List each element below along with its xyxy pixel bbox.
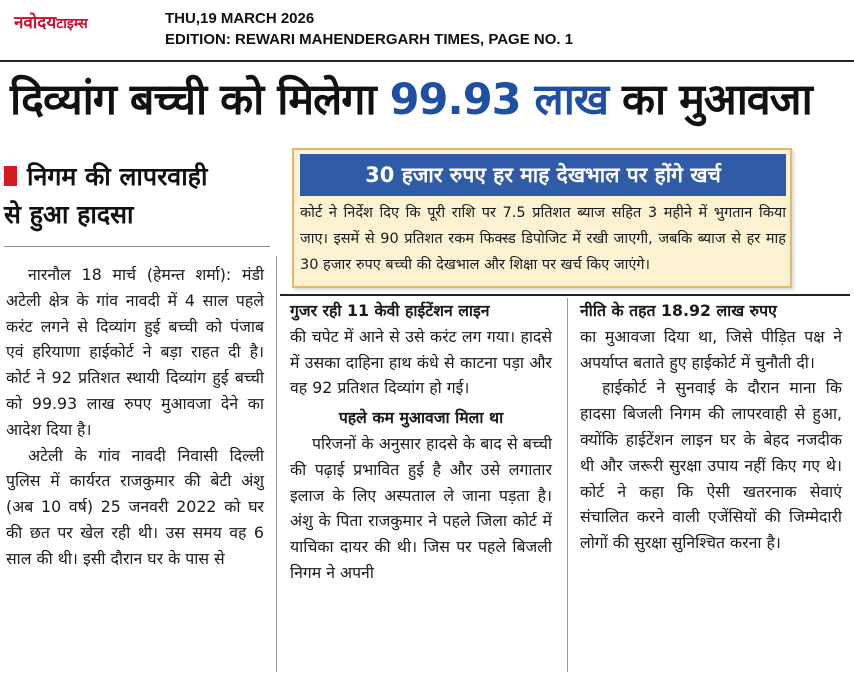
column2-lead: गुजर रही 11 केवी हाईटेंशन लाइन (290, 301, 490, 320)
column3-paragraph1: का मुआवजा दिया था, जिसे पीड़ित पक्ष ने अपर्याप्त बताते हुए हाईकोर्ट में चुनौती दी। (580, 326, 842, 372)
issue-date: THU,19 MARCH 2026 (165, 10, 315, 27)
column2-paragraph2: परिजनों के अनुसार हादसे के बाद से बच्ची की पढ़ाई प्रभावित हुई है और उसे लगातार इलाज के लिए अस्पताल ले जाना पड़ता है। अंशु के पिता राजकुमार ने पहले जिला कोर्ट में याचिका दायर की थी। जिस पर पहले बिजली निगम ने अपनी (290, 433, 552, 582)
logo-sub: टाइम्स (56, 16, 88, 32)
newspaper-logo (14, 10, 88, 33)
column-divider-2 (567, 298, 568, 672)
subhead-line1: निगम की लापरवाही (27, 162, 208, 191)
headline-amount: 99.93 लाख (389, 75, 609, 125)
article-column-1 (6, 262, 264, 572)
headline-part2: का मुआवजा (608, 75, 812, 125)
header-divider (0, 60, 854, 62)
headline-part1: दिव्यांग बच्ची को मिलेगा (10, 75, 390, 125)
subhead-divider (4, 246, 270, 247)
highlight-box-text: कोर्ट ने निर्देश दिए कि पूरी राशि पर 7.5 प्रतिशत ब्याज सहित 3 महीने में भुगतान किया जाए। इसमें से 90 प्रतिशत रकम फिक्स्ड डिपोजिट में रखी जाएगी, जबकि ब्याज से हर माह 30 हजार रुपए बच्ची की देखभाल और शिक्षा पर खर्च किए जाएंगे। (300, 205, 786, 273)
edition-info (165, 8, 573, 50)
column1-paragraph2: अटेली के गांव नावदी निवासी दिल्ली पुलिस में कार्यरत राजकुमार की बेटी अंशु (अब 10 वर्ष) 25 जनवरी 2022 को घर की छत पर खेल रही थी। उस समय वह 6 साल की थी। इसी दौरान घर के पास से (6, 445, 264, 568)
highlight-box-title: 30 हजार रुपए हर माह देखभाल पर होंगे खर्च (300, 154, 786, 196)
box-divider (280, 294, 850, 296)
red-square-bullet-icon (4, 166, 17, 186)
column-divider-1 (276, 256, 277, 672)
column2-section-title: पहले कम मुआवजा मिला था (338, 408, 504, 428)
edition-label: EDITION: REWARI MAHENDERGARH TIMES, PAGE NO. 1 (165, 31, 574, 48)
logo-main: नवोदय (14, 13, 57, 33)
column2-paragraph1: की चपेट में आने से उसे करंट लग गया। हादसे में उसका दाहिना हाथ कंधे से काटना पड़ा और वह 92 प्रतिशत दिव्यांग हो गई। (290, 326, 552, 398)
sub-headline (4, 158, 274, 234)
masthead (0, 0, 854, 56)
article-column-3 (580, 298, 842, 556)
article-column-2 (290, 298, 552, 586)
column3-lead: नीति के तहत 18.92 लाख रुपए (580, 301, 777, 320)
subhead-line2: से हुआ हादसा (4, 200, 134, 229)
subhead-line1-row (4, 158, 274, 196)
main-headline (10, 68, 850, 132)
column1-paragraph1: नारनौल 18 मार्च (हेमन्त शर्मा): मंडी अटेली क्षेत्र के गांव नावदी में 4 साल पहले करंट लगने से दिव्यांग हुई बच्ची को पंजाब एवं हरियाणा हाईकोर्ट ने बड़ा राहत दी है। कोर्ट ने 92 प्रतिशत स्थायी दिव्यांग हुई बच्ची को 99.93 लाख रुपए मुआवजा देने का आदेश दिया है। (6, 265, 264, 439)
column3-paragraph2: हाईकोर्ट ने सुनवाई के दौरान माना कि हादसा बिजली निगम की लापरवाही से हुआ, क्योंकि हाईटेंशन लाइन घर के बेहद नजदीक थी और जरूरी सुरक्षा उपाय नहीं किए गए थे। कोर्ट ने कहा कि ऐसी खतरनाक सेवाएं संचालित करने वाली एजेंसियों की जिम्मेदारी लोगों की सुरक्षा सुनिश्चित करना है। (580, 378, 842, 553)
